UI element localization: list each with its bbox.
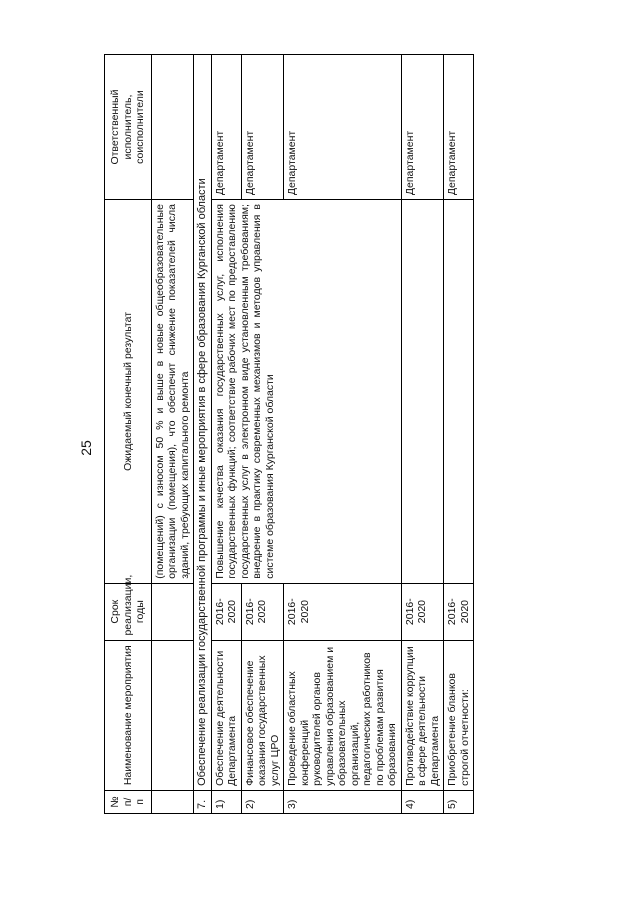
section-title: Обеспечение реализации государственной программы и иные мероприятия в сфере образования Курганской области (194, 55, 212, 791)
row-name: Противодействие коррупции в сфере деятельности Департамента (401, 640, 444, 790)
row-num: 5) (444, 790, 474, 813)
row-result (444, 200, 474, 584)
row-num: 4) (401, 790, 444, 813)
row-name: Приобретение бланков строгой отчетности: (444, 640, 474, 790)
header-row (105, 55, 152, 814)
row-responsible: Департамент (444, 55, 474, 200)
row-term: 2016-2020 (241, 583, 284, 640)
row-responsible: Департамент (211, 55, 241, 200)
measures-table (104, 54, 474, 814)
row-responsible: Департамент (241, 55, 284, 200)
row-responsible: Департамент (401, 55, 444, 200)
row-num: 1) (211, 790, 241, 813)
row-result (401, 200, 444, 584)
header-responsible: Ответственный исполнитель, соисполнители (105, 55, 152, 200)
row-name: Обеспечение деятельности Департамента (211, 640, 241, 790)
table-row (211, 55, 241, 814)
table-row (444, 55, 474, 814)
table-row (401, 55, 444, 814)
header-name: Наименование мероприятия (105, 640, 152, 790)
row-term: 2016-2020 (444, 583, 474, 640)
row-responsible: Департамент (284, 55, 402, 200)
rotated-page (104, 54, 584, 814)
page-number: 25 (78, 440, 94, 456)
row-name: Проведение областных конференций руководителей органов управления образованием и образовательных организаций, педагогических работников по проблемам развития образования (284, 640, 402, 790)
continued-result: (помещений) с износом 50 % и выше в новые общеобразовательные организации (помещения), что обеспечит снижение показателей числа зданий, требующих капитального ремонта (151, 200, 194, 584)
row-result: Повышение качества оказания государственных услуг, исполнения государственных функций; соответствие рабочих мест по предоставлению государственных услуг в электронном виде установленным требованиям; внедрение в практику современных механизмов и методов управления в системе образования Курганской области (211, 200, 401, 584)
header-result: Ожидаемый конечный результат (105, 200, 152, 584)
row-num: 2) (241, 790, 284, 813)
section-num: 7. (194, 790, 212, 813)
row-term: 2016-2020 (211, 583, 241, 640)
continued-row (151, 55, 194, 814)
row-num: 3) (284, 790, 402, 813)
row-term: 2016-2020 (284, 583, 402, 640)
header-num: № п/п (105, 790, 152, 813)
section-row (194, 55, 212, 814)
row-term: 2016-2020 (401, 583, 444, 640)
row-name: Финансовое обеспечение оказания государственных услуг ЦРО (241, 640, 284, 790)
header-term: Срок реализации, годы (105, 583, 152, 640)
